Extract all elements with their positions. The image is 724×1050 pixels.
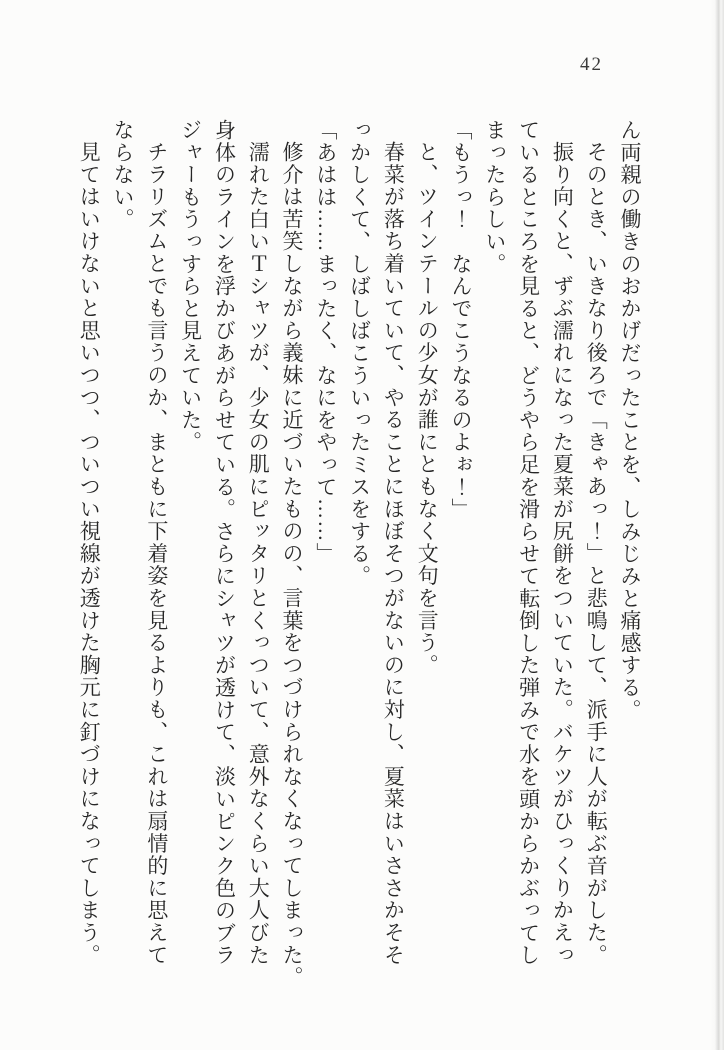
text-line: 春菜が落ち着いていて、やることにほぼそつがないのに対し、夏菜はいささかそそ: [381, 141, 406, 967]
text-line: 「あはは……まったく、なにをやって……」: [313, 119, 338, 565]
text-line: ジャーもうっすらと見えていた。: [178, 119, 203, 454]
text-line: 濡れた白いＴシャツが、少女の肌にピッタリとくっついて、意外なくらい大人びた: [246, 141, 271, 967]
text-line: 「もうっ！ なんでこうなるのよぉ！」: [449, 119, 474, 521]
page-edge-shadow: [710, 0, 724, 1050]
text-line: まったらしい。: [482, 119, 507, 276]
text-line: っかしくて、しばしばこういったミスをする。: [347, 119, 372, 588]
page-text: [71, 119, 646, 1014]
text-line: ん両親の働きのおかげだったことを、しみじみと痛感する。: [618, 119, 642, 722]
text-line: 見てはいけないと思いつつ、ついつい視線が透けた胸元に釘づけになってしまう。: [77, 141, 102, 967]
text-line: 修介は苦笑しながら義妹に近づいたものの、言葉をつづけられなくなってしまった。: [280, 141, 305, 989]
text-line: ているところを見ると、どうやら足を滑らせて転倒した弾みで水を頭からかぶってし: [516, 119, 541, 967]
text-line: そのとき、いきなり後ろで「きゃあっ！」と悲鳴して、派手に人が転ぶ音がした。: [584, 141, 609, 967]
text-line: と、ツインテールの少女が誰にともなく文句を言う。: [415, 141, 440, 677]
text-line: ならない。: [111, 119, 136, 231]
page-number: 42: [580, 54, 603, 75]
text-line: 身体のラインを浮かびあがらせている。さらにシャツが透けて、淡いピンク色のブラ: [212, 119, 237, 967]
text-line: 振り向くと、ずぶ濡れになった夏菜が尻餅をついていた。バケツがひっくりかえっ: [550, 141, 575, 967]
text-line: チラリズムとでも言うのか、まともに下着姿を見るよりも、これは扇情的に思えて: [144, 141, 169, 967]
